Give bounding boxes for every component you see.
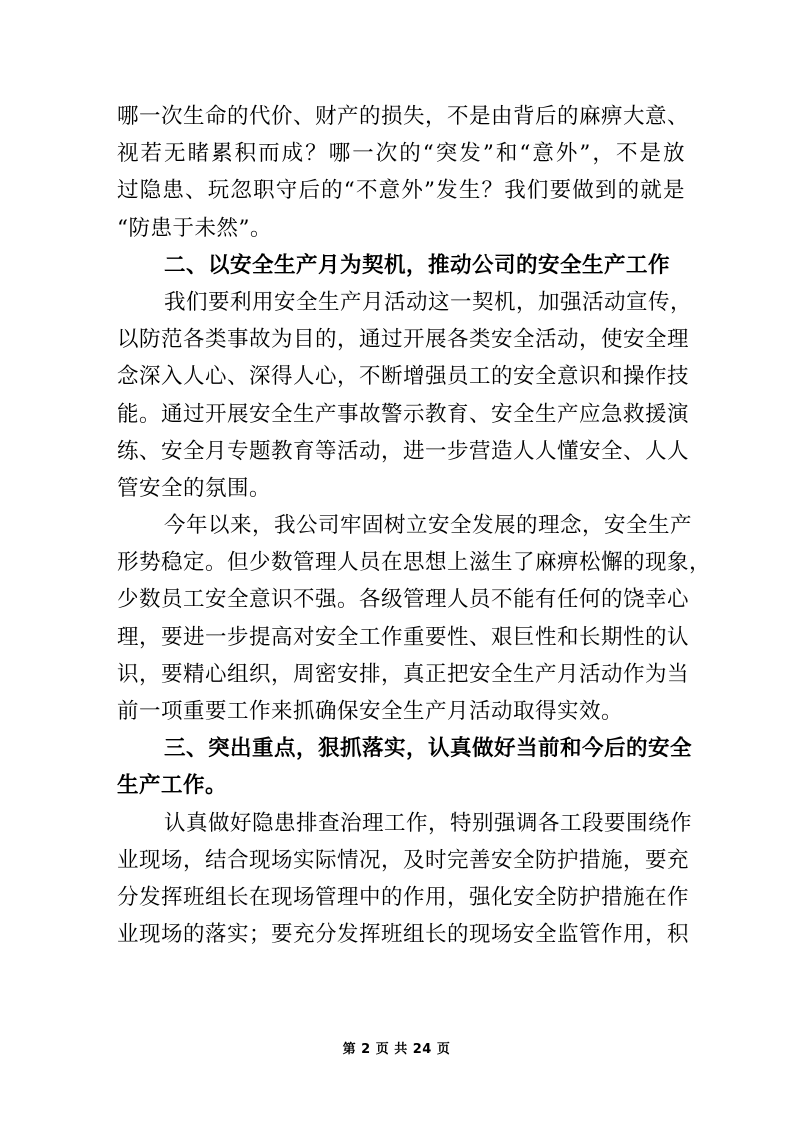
paragraph-line: 能。通过开展安全生产事故警示教育、安全生产应急救援演: [117, 401, 690, 427]
paragraph-line: 认真做好隐患排查治理工作，特别强调各工段要围绕作: [164, 810, 693, 836]
paragraph-line: 少数员工安全意识不强。各级管理人员不能有任何的饶幸心: [117, 587, 690, 613]
paragraph-line: 念深入人心、深得人心，不断增强员工的安全意识和操作技: [117, 364, 690, 390]
paragraph-line: 今年以来，我公司牢固树立安全发展的理念，安全生产: [164, 513, 693, 539]
paragraph-line: 以防范各类事故为目的，通过开展各类安全活动，使安全理: [117, 327, 690, 353]
paragraph-line: 练、安全月专题教育等活动，进一步营造人人懂安全、人人: [117, 438, 690, 464]
paragraph-line: 前一项重要工作来抓确保安全生产月活动取得实效。: [117, 699, 624, 724]
paragraph-line: 哪一次生命的代价、财产的损失，不是由背后的麻痹大意、: [117, 104, 690, 129]
paragraph-line: 分发挥班组长在现场管理中的作用，强化安全防护措施在作: [117, 884, 690, 910]
paragraph-line: 理，要进一步提高对安全工作重要性、艰巨性和长期性的认: [117, 624, 690, 650]
section-heading-2: 二、以安全生产月为契机，推动公司的安全生产工作: [164, 252, 671, 278]
paragraph-line: “防患于未然”。: [117, 215, 272, 241]
paragraph-line: 业现场，结合现场实际情况，及时完善安全防护措施，要充: [117, 847, 690, 873]
paragraph-line: 过隐患、玩忽职守后的“不意外”发生？我们要做到的就是: [117, 178, 685, 204]
section-heading-3: 三、突出重点，狠抓落实，认真做好当前和今后的安全: [164, 736, 693, 762]
section-heading-3-continued: 生产工作。: [117, 773, 228, 799]
paragraph-line: 我们要利用安全生产月活动这一契机，加强活动宣传，: [164, 289, 693, 315]
paragraph-line: 识，要精心组织，周密安排，真正把安全生产月活动作为当: [117, 661, 690, 687]
paragraph-line: 形势稳定。但少数管理人员在思想上滋生了麻痹松懈的现象，: [117, 550, 712, 576]
page-number-footer: 第 2 页 共 24 页: [342, 1042, 451, 1057]
paragraph-line: 视若无睹累积而成？哪一次的“突发”和“意外”，不是放: [117, 141, 685, 167]
paragraph-line: 管安全的氛围。: [117, 475, 272, 501]
paragraph-line: 业现场的落实；要充分发挥班组长的现场安全监管作用，积: [117, 922, 690, 948]
document-body: [117, 98, 712, 953]
